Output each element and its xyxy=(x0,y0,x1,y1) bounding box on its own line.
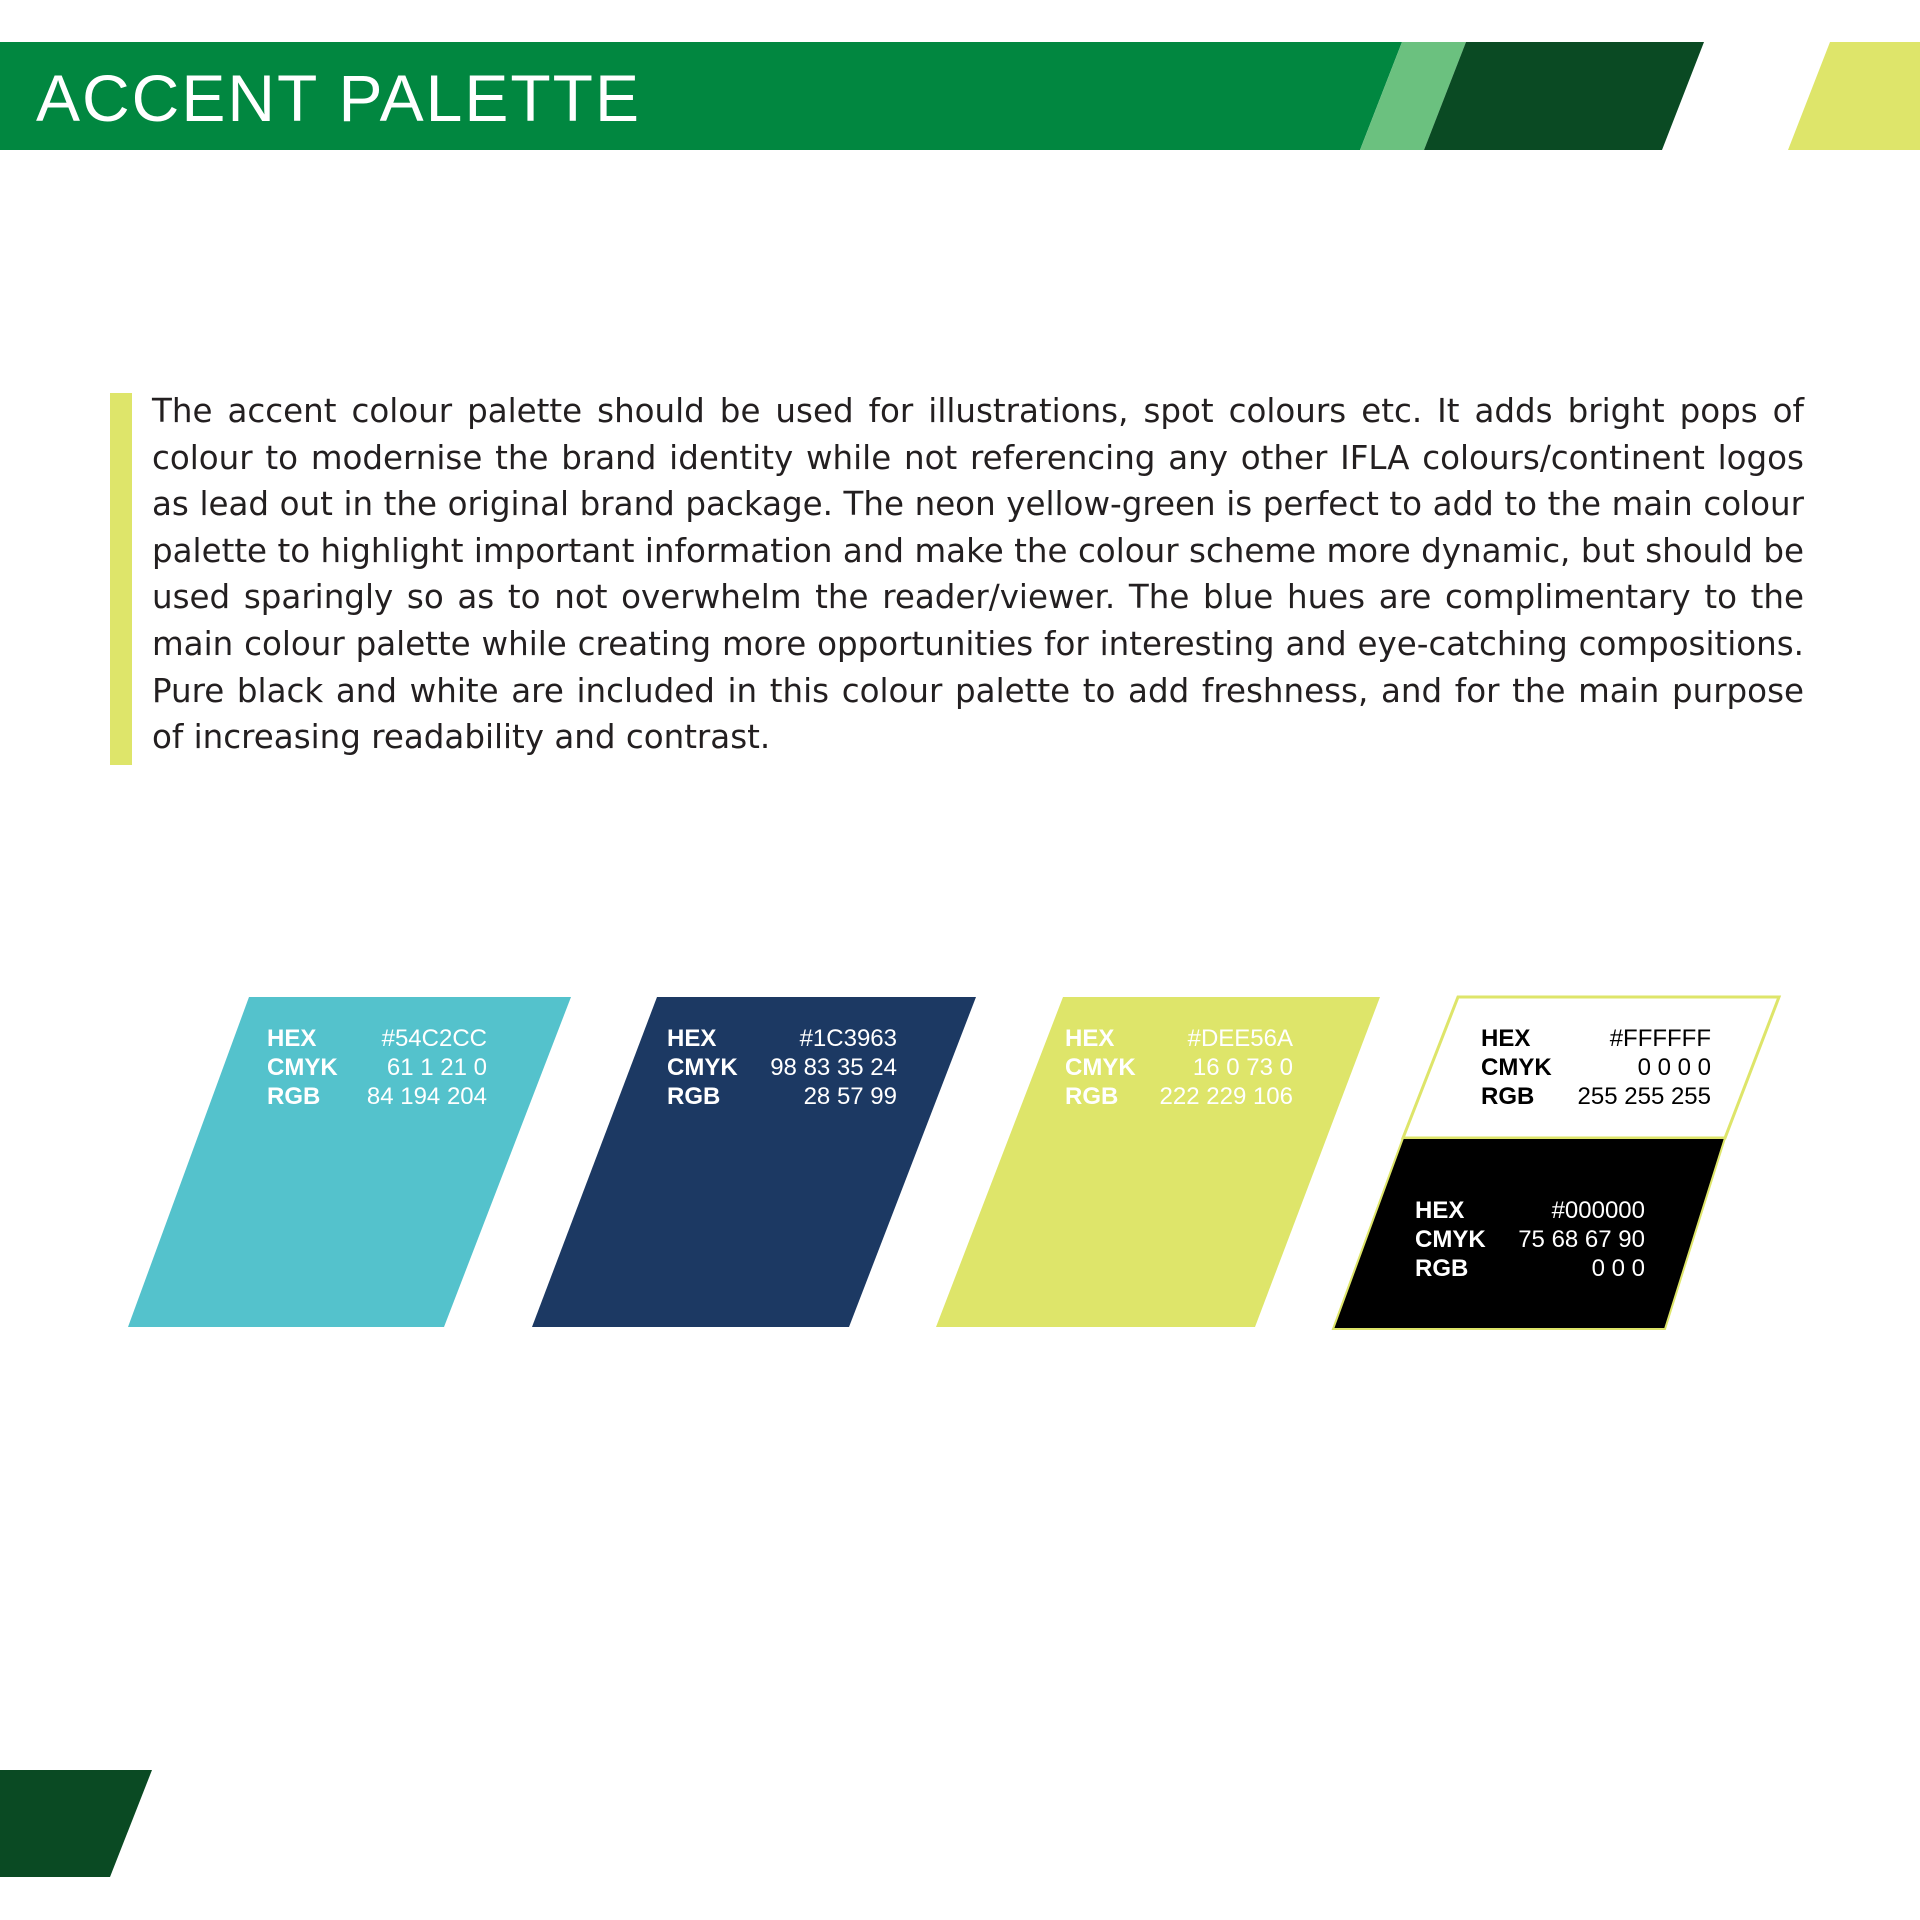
swatch-neon-info xyxy=(1065,1024,1293,1111)
header-stripe-neon xyxy=(1788,42,1920,150)
hex-value: #DEE56A xyxy=(1187,1025,1293,1052)
cmyk-label: CMYK xyxy=(667,1054,738,1081)
rgb-value: 84 194 204 xyxy=(366,1083,487,1110)
hex-label: HEX xyxy=(267,1025,317,1052)
hex-label: HEX xyxy=(1481,1025,1531,1052)
rgb-label: RGB xyxy=(267,1083,321,1110)
swatch-aqua-info xyxy=(267,1024,487,1111)
cmyk-value: 61 1 21 0 xyxy=(386,1054,487,1081)
swatch-navy-info xyxy=(667,1024,897,1111)
rgb-value: 222 229 106 xyxy=(1159,1083,1293,1110)
cmyk-value: 75 68 67 90 xyxy=(1518,1226,1645,1253)
rgb-label: RGB xyxy=(1415,1255,1469,1282)
rgb-value: 28 57 99 xyxy=(803,1083,897,1110)
cmyk-value: 0 0 0 0 xyxy=(1637,1054,1711,1081)
hex-value: #000000 xyxy=(1551,1197,1645,1224)
hex-label: HEX xyxy=(1065,1025,1115,1052)
cmyk-label: CMYK xyxy=(1481,1054,1552,1081)
hex-value: #FFFFFF xyxy=(1609,1025,1711,1052)
rgb-value: 255 255 255 xyxy=(1577,1083,1711,1110)
hex-value: #54C2CC xyxy=(381,1025,487,1052)
intro-accent-bar xyxy=(110,393,132,765)
rgb-label: RGB xyxy=(1065,1083,1119,1110)
footer-stripe-dark-green xyxy=(0,1770,152,1877)
rgb-value: 0 0 0 xyxy=(1591,1255,1645,1282)
hex-label: HEX xyxy=(667,1025,717,1052)
cmyk-label: CMYK xyxy=(267,1054,338,1081)
cmyk-value: 98 83 35 24 xyxy=(770,1054,897,1081)
cmyk-value: 16 0 73 0 xyxy=(1192,1054,1293,1081)
cmyk-label: CMYK xyxy=(1065,1054,1136,1081)
rgb-label: RGB xyxy=(667,1083,721,1110)
rgb-label: RGB xyxy=(1481,1083,1535,1110)
page-title: ACCENT PALETTE xyxy=(36,61,642,135)
hex-value: #1C3963 xyxy=(799,1025,897,1052)
intro-paragraph: The accent colour palette should be used for illustrations, spot colours etc. It adds bright pops of colour to modernise the brand identity while not referencing any other IFLA colours/continent logos as lead out in the original brand package. The neon yellow-green is perfect to add to the main colour palette to highlight important information and make the colour scheme more dynamic, but should be used sparingly so as to not overwhelm the reader/viewer. The blue hues are complimentary to the main colour palette while creating more opportunities for interesting and eye-catching compositions. Pure black and white are included in this colour palette to add freshness, and for the main purpose of increasing readability and contrast. xyxy=(152,392,1804,757)
swatch-white-info xyxy=(1481,1024,1711,1111)
hex-label: HEX xyxy=(1415,1197,1465,1224)
cmyk-label: CMYK xyxy=(1415,1226,1486,1253)
header-stripe-dark-green xyxy=(1424,42,1704,150)
swatch-black-info xyxy=(1415,1196,1645,1283)
